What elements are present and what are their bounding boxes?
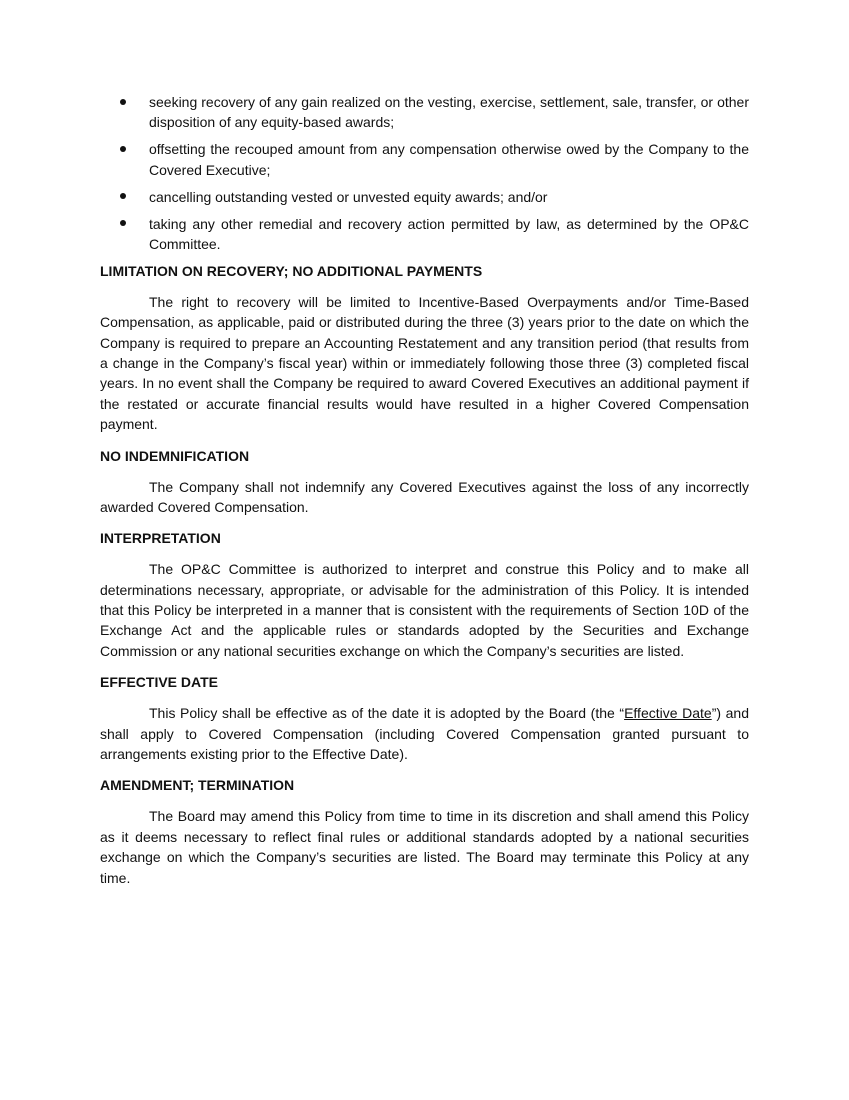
list-item-text: cancelling outstanding vested or unvested equity awards; and/or <box>149 188 548 205</box>
defined-term: Effective Date <box>624 705 712 722</box>
bullet-icon <box>120 220 126 226</box>
section-body <box>100 703 749 764</box>
body-text-after: ”) and shall apply to Covered Compensation (including Covered Compensation granted pursuant to arrangements existing prior to the Effective Date). <box>100 705 749 762</box>
body-text-before: This Policy shall be effective as of the date it is adopted by the Board (the “ <box>149 705 625 722</box>
section-heading: AMENDMENT; TERMINATION <box>100 777 295 794</box>
section-interpretation <box>100 528 749 661</box>
section-body: The Company shall not indemnify any Covered Executives against the loss of any incorrectly awarded Covered Compensation. <box>100 478 749 515</box>
section-limitation <box>100 261 749 435</box>
list-item <box>100 214 749 255</box>
section-amendment <box>100 775 749 888</box>
list-item-text: offsetting the recouped amount from any compensation otherwise owed by the Company to the Covered Executive; <box>149 141 749 178</box>
bullet-icon <box>120 99 126 105</box>
section-body: The OP&C Committee is authorized to interpret and construe this Policy and to make all determinations necessary, appropriate, or advisable for the administration of this Policy. It is intended that this Policy be interpreted in a manner that is consistent with the requirements of Section 10D of the Exchange Act and the applicable rules or standards adopted by the Securities and Exchange Commission or any national securities exchange on which the Company’s securities are listed. <box>100 561 749 659</box>
list-item-text: seeking recovery of any gain realized on the vesting, exercise, settlement, sale, transfer, or other disposition of any equity-based awards; <box>149 94 749 131</box>
list-item-text: taking any other remedial and recovery action permitted by law, as determined by the OP&C Committee. <box>149 215 749 252</box>
section-body: The right to recovery will be limited to Incentive-Based Overpayments and/or Time-Based Compensation, as applicable, paid or distributed during the three (3) years prior to the date on which the Company is required to prepare an Accounting Restatement and any transition period (that results from a change in the Company’s fiscal year) within or immediately following those three (3) completed fiscal years. In no event shall the Company be required to award Covered Executives an additional payment if the restated or accurate financial results would have resulted in a higher Covered Compensation payment. <box>100 293 749 433</box>
list-item <box>100 139 749 180</box>
section-effective-date <box>100 672 749 764</box>
bullet-icon <box>120 146 126 152</box>
section-heading: NO INDEMNIFICATION <box>100 447 250 464</box>
section-body: The Board may amend this Policy from time to time in its discretion and shall amend this Policy as it deems necessary to reflect final rules or additional standards adopted by a national securities exchange on which the Company’s securities are listed. The Board may terminate this Policy at any time. <box>100 808 749 886</box>
bullet-icon <box>120 193 126 199</box>
list-item <box>100 92 749 133</box>
section-heading: LIMITATION ON RECOVERY; NO ADDITIONAL PAYMENTS <box>100 262 483 279</box>
section-heading: EFFECTIVE DATE <box>100 674 218 691</box>
recovery-methods-list <box>100 92 749 254</box>
document-page <box>100 92 749 899</box>
section-indemnification <box>100 446 749 518</box>
list-item <box>100 187 749 207</box>
section-heading: INTERPRETATION <box>100 530 221 547</box>
